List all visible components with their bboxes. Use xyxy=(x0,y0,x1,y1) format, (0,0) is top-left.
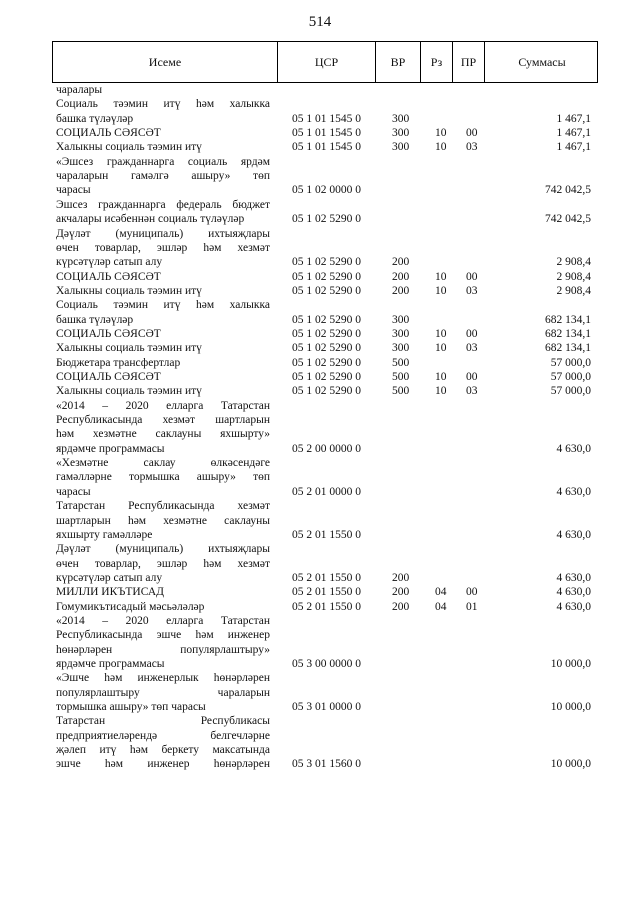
cell-sum: 2 908,4 xyxy=(556,270,591,283)
table-row xyxy=(0,284,640,298)
cell-name: Республикасында хезмәт шартларын xyxy=(56,414,270,427)
cell-sum: 4 630,0 xyxy=(556,571,591,584)
cell-rz: 10 xyxy=(435,385,447,398)
cell-vr: 200 xyxy=(392,256,410,269)
cell-sum: 4 630,0 xyxy=(556,442,591,455)
header-csr: ЦСР xyxy=(277,42,375,82)
table-row xyxy=(0,270,640,284)
cell-sum: 10 000,0 xyxy=(550,701,591,714)
cell-pr: 01 xyxy=(466,600,478,613)
table-row xyxy=(0,743,640,757)
cell-csr: 05 1 02 5290 0 xyxy=(292,385,361,398)
table-row xyxy=(0,298,640,312)
cell-pr: 00 xyxy=(466,127,478,140)
cell-vr: 300 xyxy=(392,141,410,154)
cell-name: «2014 – 2020 елларга Татарстан xyxy=(56,614,270,627)
table-row xyxy=(0,83,640,97)
table-row xyxy=(0,571,640,585)
cell-sum: 57 000,0 xyxy=(550,385,591,398)
cell-pr: 00 xyxy=(466,327,478,340)
cell-name: гамәлләрне тормышка ашыру» төп xyxy=(56,471,270,484)
cell-vr: 300 xyxy=(392,112,410,125)
table-row xyxy=(0,686,640,700)
cell-sum: 2 908,4 xyxy=(556,284,591,297)
cell-name: шартларын һәм хезмәтне саклауны xyxy=(56,514,270,527)
cell-name: яхшырту гамәлләре xyxy=(56,528,153,541)
table-row xyxy=(0,126,640,140)
cell-csr: 05 1 02 5290 0 xyxy=(292,213,361,226)
cell-csr: 05 1 02 5290 0 xyxy=(292,270,361,283)
cell-name: ярдәмче программасы xyxy=(56,658,165,670)
header-pr: ПР xyxy=(452,42,484,82)
cell-csr: 05 1 02 5290 0 xyxy=(292,313,361,326)
cell-name: СОЦИАЛЬ СӘЯСӘТ xyxy=(56,371,161,383)
cell-name: һәм хезмәтне саклауны яхшырту» xyxy=(56,428,270,441)
table-row xyxy=(0,413,640,427)
table-row xyxy=(0,585,640,599)
cell-sum: 57 000,0 xyxy=(550,356,591,369)
header-name: Исеме xyxy=(148,54,182,69)
cell-name: «2014 – 2020 елларга Татарстан xyxy=(56,399,270,412)
cell-rz: 10 xyxy=(435,342,447,355)
cell-csr: 05 3 01 0000 0 xyxy=(292,701,361,714)
cell-vr: 200 xyxy=(392,600,410,613)
table-row xyxy=(0,557,640,571)
cell-name: күрсәтүләр сатып алу xyxy=(56,571,163,584)
cell-sum: 4 630,0 xyxy=(556,485,591,498)
table-row xyxy=(0,485,640,499)
cell-sum: 10 000,0 xyxy=(550,758,591,771)
cell-csr: 05 2 01 1550 0 xyxy=(292,600,361,613)
cell-name: СОЦИАЛЬ СӘЯСӘТ xyxy=(56,270,161,283)
table-row xyxy=(0,600,640,614)
cell-rz: 10 xyxy=(435,284,447,297)
cell-csr: 05 1 02 5290 0 xyxy=(292,327,361,340)
table-row xyxy=(0,313,640,327)
table-row xyxy=(0,212,640,226)
table-row xyxy=(0,327,640,341)
table-header xyxy=(52,41,598,83)
cell-name: җәлеп итү һәм беркету максатында xyxy=(56,744,270,757)
table-row xyxy=(0,427,640,441)
table-row xyxy=(0,341,640,355)
cell-vr: 200 xyxy=(392,270,410,283)
cell-sum: 4 630,0 xyxy=(556,528,591,541)
table-row xyxy=(0,528,640,542)
table-row xyxy=(0,370,640,384)
table-row xyxy=(0,628,640,642)
cell-sum: 682 134,1 xyxy=(545,313,591,326)
cell-vr: 500 xyxy=(392,371,410,383)
table-row xyxy=(0,169,640,183)
header-rz: Рз xyxy=(420,42,452,82)
cell-vr: 300 xyxy=(392,342,410,355)
cell-sum: 742 042,5 xyxy=(545,213,591,226)
table-row xyxy=(0,155,640,169)
cell-csr: 05 1 02 5290 0 xyxy=(292,256,361,269)
cell-sum: 2 908,4 xyxy=(556,256,591,269)
table-row xyxy=(0,542,640,556)
table-row xyxy=(0,470,640,484)
cell-name: Халыкны социаль тәэмин итү xyxy=(56,141,202,154)
cell-csr: 05 1 02 5290 0 xyxy=(292,284,361,297)
cell-name: предприятиеләрендә белгечләрне xyxy=(56,729,270,742)
cell-name: Эшсез гражданнарга федераль бюджет xyxy=(56,198,270,211)
cell-sum: 742 042,5 xyxy=(545,184,591,197)
cell-vr: 200 xyxy=(392,586,410,599)
cell-pr: 03 xyxy=(466,141,478,154)
cell-csr: 05 1 02 5290 0 xyxy=(292,356,361,369)
cell-name: акчалары исәбеннән социаль түләүләр xyxy=(56,213,245,226)
cell-rz: 10 xyxy=(435,127,447,140)
cell-vr: 300 xyxy=(392,327,410,340)
table-row xyxy=(0,97,640,111)
cell-csr: 05 2 01 1550 0 xyxy=(292,528,361,541)
cell-name: Дәүләт (муниципаль) ихтыяҗлары xyxy=(56,543,270,556)
cell-csr: 05 2 01 1550 0 xyxy=(292,571,361,584)
table-row xyxy=(0,714,640,728)
cell-csr: 05 1 01 1545 0 xyxy=(292,127,361,140)
table-row xyxy=(0,384,640,398)
cell-name: Социаль тәэмин итү һәм халыкка xyxy=(56,299,270,312)
cell-rz: 10 xyxy=(435,327,447,340)
cell-vr: 200 xyxy=(392,284,410,297)
cell-sum: 1 467,1 xyxy=(556,141,591,154)
cell-name: Республикасында эшче һәм инженер xyxy=(56,629,270,642)
cell-sum: 682 134,1 xyxy=(545,342,591,355)
cell-sum: 1 467,1 xyxy=(556,112,591,125)
cell-name: һөнәрләрен популярлаштыру» xyxy=(56,643,270,656)
cell-rz: 04 xyxy=(435,600,447,613)
cell-name: чаралары xyxy=(56,84,103,96)
cell-name: өчен товарлар, эшләр һәм хезмәт xyxy=(56,557,270,570)
cell-rz: 04 xyxy=(435,586,447,599)
cell-csr: 05 3 01 1560 0 xyxy=(292,758,361,771)
table-row xyxy=(0,112,640,126)
cell-name: башка түләүләр xyxy=(56,112,134,125)
cell-csr: 05 1 01 1545 0 xyxy=(292,141,361,154)
cell-csr: 05 1 02 5290 0 xyxy=(292,371,361,383)
cell-sum: 57 000,0 xyxy=(550,371,591,383)
cell-pr: 00 xyxy=(466,270,478,283)
cell-csr: 05 1 01 1545 0 xyxy=(292,112,361,125)
table-row xyxy=(0,657,640,671)
cell-name: Бюджетара трансфертлар xyxy=(56,356,181,369)
cell-name: популярлаштыру чараларын xyxy=(56,686,270,699)
cell-pr: 03 xyxy=(466,385,478,398)
cell-sum: 10 000,0 xyxy=(550,658,591,670)
cell-vr: 300 xyxy=(392,313,410,326)
cell-name: Татарстан Республикасы xyxy=(56,715,270,728)
table-row xyxy=(0,456,640,470)
cell-name: эшче һәм инженер һөнәрләрен xyxy=(56,758,270,771)
cell-name: СОЦИАЛЬ СӘЯСӘТ xyxy=(56,127,161,140)
table-row xyxy=(0,442,640,456)
cell-pr: 00 xyxy=(466,586,478,599)
cell-name: СОЦИАЛЬ СӘЯСӘТ xyxy=(56,327,161,340)
cell-name: Халыкны социаль тәэмин итү xyxy=(56,385,202,398)
table-row xyxy=(0,643,640,657)
table-row xyxy=(0,399,640,413)
cell-name: Татарстан Республикасында хезмәт xyxy=(56,500,270,513)
cell-name: «Хезмәтне саклау өлкәсендәге xyxy=(56,457,270,470)
table-row xyxy=(0,140,640,154)
table-row xyxy=(0,514,640,528)
cell-name: өчен товарлар, эшләр һәм хезмәт xyxy=(56,241,270,254)
cell-pr: 00 xyxy=(466,371,478,383)
cell-csr: 05 2 01 0000 0 xyxy=(292,485,361,498)
cell-name: чараларын гамәлгә ашыру» төп xyxy=(56,170,270,183)
cell-vr: 300 xyxy=(392,127,410,140)
cell-csr: 05 2 00 0000 0 xyxy=(292,442,361,455)
cell-sum: 682 134,1 xyxy=(545,327,591,340)
cell-name: «Эшче һәм инженерлык һөнәрләрен xyxy=(56,672,270,685)
cell-rz: 10 xyxy=(435,270,447,283)
table-row xyxy=(0,198,640,212)
cell-sum: 4 630,0 xyxy=(556,600,591,613)
cell-vr: 500 xyxy=(392,356,410,369)
cell-name: чарасы xyxy=(56,485,91,498)
cell-name: Гомумикътисадый мәсьәләләр xyxy=(56,600,205,613)
cell-csr: 05 3 00 0000 0 xyxy=(292,658,361,670)
cell-name: башка түләүләр xyxy=(56,313,134,326)
cell-csr: 05 2 01 1550 0 xyxy=(292,586,361,599)
table-row xyxy=(0,241,640,255)
cell-pr: 03 xyxy=(466,342,478,355)
cell-vr: 500 xyxy=(392,385,410,398)
cell-rz: 10 xyxy=(435,371,447,383)
cell-name: Халыкны социаль тәэмин итү xyxy=(56,284,202,297)
cell-csr: 05 1 02 0000 0 xyxy=(292,184,361,197)
page-number: 514 xyxy=(308,14,332,30)
table-row xyxy=(0,614,640,628)
table-row xyxy=(0,227,640,241)
table-row xyxy=(0,671,640,685)
cell-sum: 4 630,0 xyxy=(556,586,591,599)
cell-name: тормышка ашыру» төп чарасы xyxy=(56,701,206,714)
cell-name: күрсәтүләр сатып алу xyxy=(56,256,163,269)
cell-name: чарасы xyxy=(56,184,91,197)
table-row xyxy=(0,356,640,370)
cell-vr: 200 xyxy=(392,571,410,584)
cell-csr: 05 1 02 5290 0 xyxy=(292,342,361,355)
cell-sum: 1 467,1 xyxy=(556,127,591,140)
cell-name: Халыкны социаль тәэмин итү xyxy=(56,342,202,355)
table-row xyxy=(0,183,640,197)
table-row xyxy=(0,757,640,771)
cell-rz: 10 xyxy=(435,141,447,154)
cell-name: МИЛЛИ ИКЪТИСАД xyxy=(56,586,164,599)
cell-name: ярдәмче программасы xyxy=(56,442,165,455)
cell-pr: 03 xyxy=(466,284,478,297)
cell-name: Дәүләт (муниципаль) ихтыяҗлары xyxy=(56,227,270,240)
header-vr: ВР xyxy=(375,42,420,82)
cell-name: Социаль тәэмин итү һәм халыкка xyxy=(56,98,270,111)
table-row xyxy=(0,499,640,513)
table-row xyxy=(0,255,640,269)
cell-name: «Эшсез гражданнарга социаль ярдәм xyxy=(56,155,270,168)
table-row xyxy=(0,729,640,743)
table-row xyxy=(0,700,640,714)
header-sum: Суммасы xyxy=(484,42,599,82)
